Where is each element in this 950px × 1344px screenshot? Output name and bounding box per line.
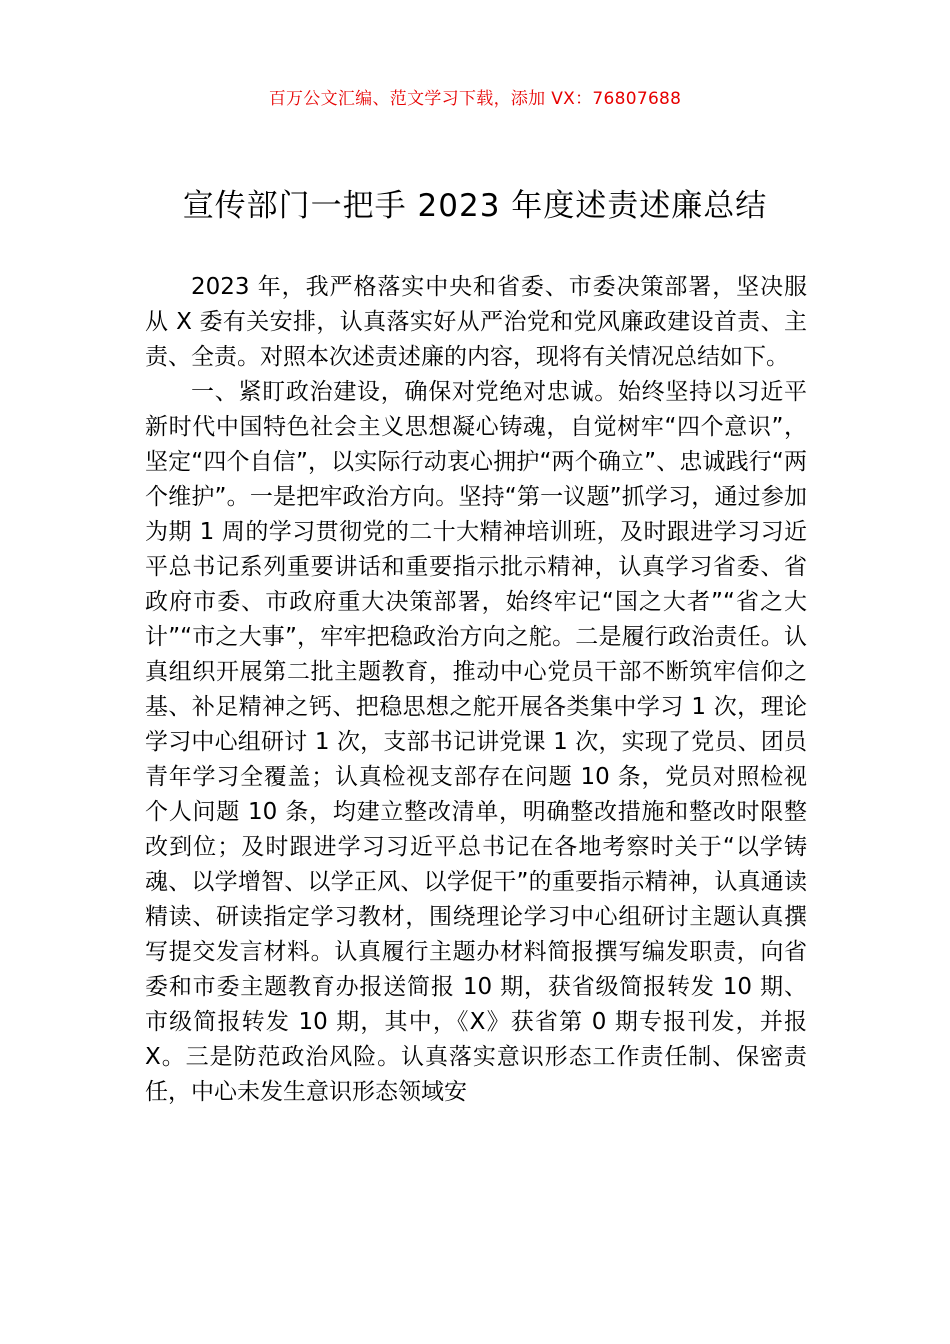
document-body (145, 270, 807, 1110)
document-title: 宣传部门一把手 2023 年度述责述廉总结 (182, 188, 768, 224)
body-paragraph-political-building: 一、紧盯政治建设，确保对党绝对忠诚。始终坚持以习近平新时代中国特色社会主义思想凝心铸魂，自觉树牢“四个意识”，坚定“四个自信”，以实际行动衷心拥护“两个确立”、忠诚践行“两个维护”。一是把牢政治方向。坚持“第一议题”抓学习，通过参加为期 1 周的学习贯彻党的二十大精神培训班，及时跟进学习习近平总书记系列重要讲话和重要指示批示精神，认真学习省委、省政府市委、市政府重大决策部署，始终牢记“国之大者”“省之大计”“市之大事”，牢牢把稳政治方向之舵。二是履行政治责任。认真组织开展第二批主题教育，推动中心党员干部不断筑牢信仰之基、补足精神之钙、把稳思想之舵开展各类集中学习 1 次，理论学习中心组研讨 1 次，支部书记讲党课 1 次，实现了党员、团员青年学习全覆盖；认真检视支部存在问题 10 条，党员对照检视个人问题 10 条，均建立整改清单，明确整改措施和整改时限整改到位；及时跟进学习习近平总书记在各地考察时关于“以学铸魂、以学增智、以学正风、以学促干”的重要指示精神，认真通读精读、研读指定学习教材，围绕理论学习中心组研讨主题认真撰写提交发言材料。认真履行主题办材料简报撰写编发职责，向省委和市委主题教育办报送简报 10 期，获省级简报转发 10 期、市级简报转发 10 期，其中，《X》获省第 0 期专报刊发，并报 X。三是防范政治风险。认真落实意识形态工作责任制、保密责任，中心未发生意识形态领域安 (145, 379, 807, 1105)
header-watermark-note: 百万公文汇编、范文学习下载，添加 VX：76807688 (268, 89, 682, 109)
body-paragraph-intro: 2023 年，我严格落实中央和省委、市委决策部署，坚决服从 X 委有关安排，认真落实好从严治党和党风廉政建设首责、主责、全责。对照本次述责述廉的内容，现将有关情况总结如下。 (145, 274, 807, 370)
